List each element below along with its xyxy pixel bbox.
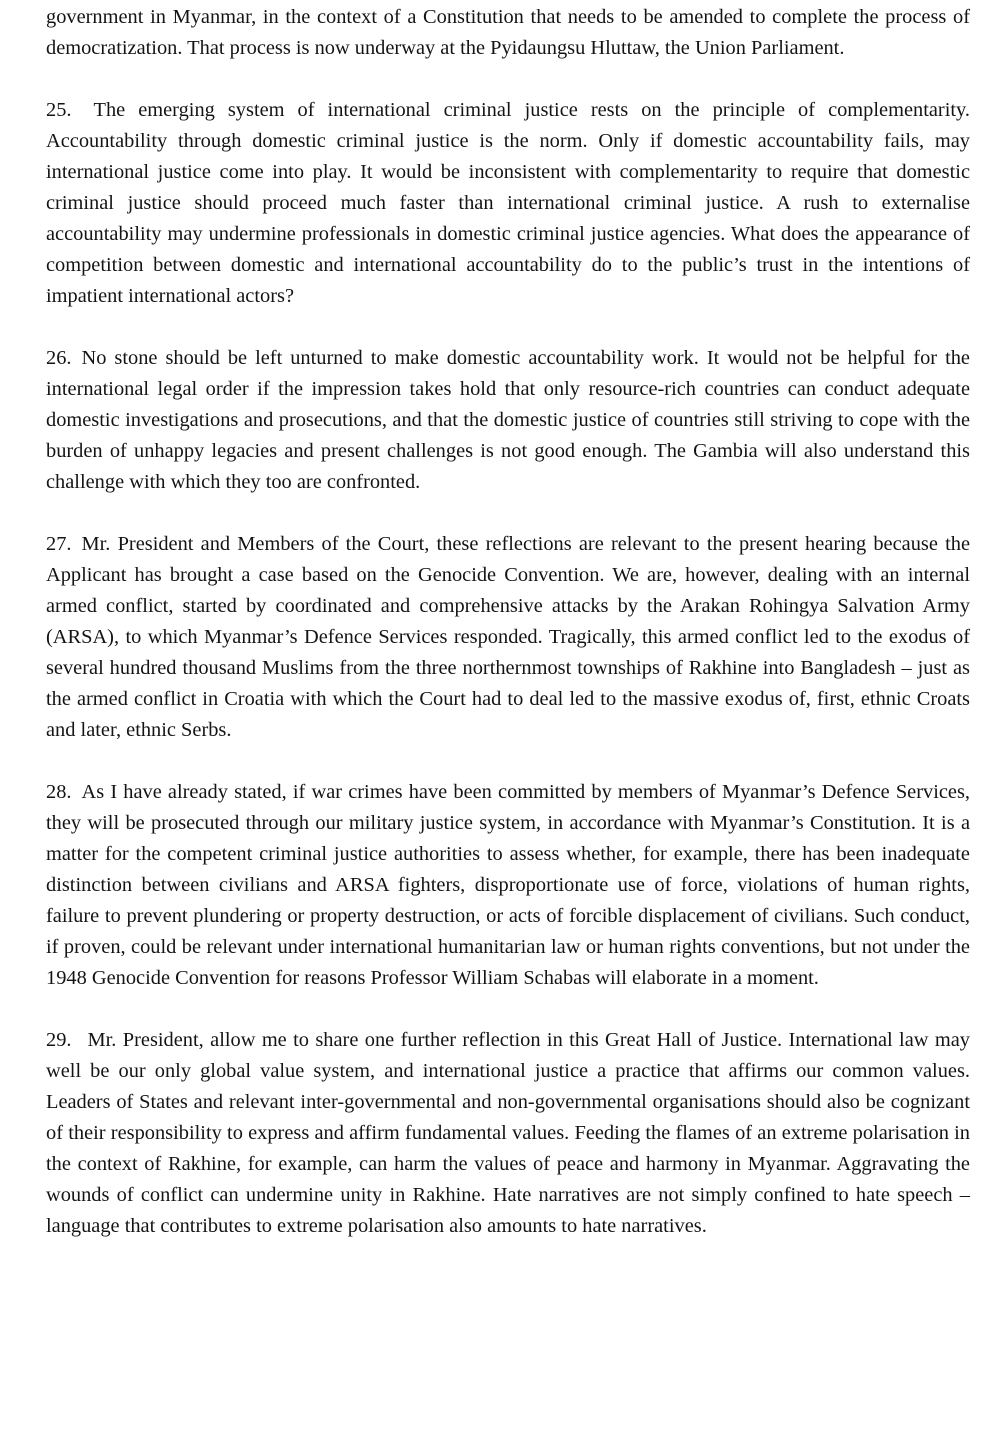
- paragraph-text: government in Myanmar, in the context of a Constitution that needs to be amended to complete the process of democratization. That process is now underway at the Pyidaungsu Hluttaw, the Union Parliament.: [46, 6, 970, 59]
- paragraph-27: [46, 529, 970, 746]
- paragraph-26: [46, 343, 970, 498]
- paragraph-number: 29.: [46, 1029, 72, 1051]
- paragraph-text: No stone should be left unturned to make domestic accountability work. It would not be helpful for the international legal order if the impression takes hold that only resource-rich countries can conduct adequate domestic investigations and prosecutions, and that the domestic justice of countries still striving to cope with the burden of unhappy legacies and present challenges is not good enough. The Gambia will also understand this challenge with which they too are confronted.: [46, 347, 970, 493]
- paragraph-number: 27.: [46, 533, 72, 555]
- paragraph-number: 25.: [46, 99, 72, 121]
- paragraph-text: As I have already stated, if war crimes have been committed by members of Myanmar’s Defence Services, they will be prosecuted through our military justice system, in accordance with Myanmar’s Constitution. It is a matter for the competent criminal justice authorities to assess whether, for example, there has been inadequate distinction between civilians and ARSA fighters, disproportionate use of force, violations of human rights, failure to prevent plundering or property destruction, or acts of forcible displacement of civilians. Such conduct, if proven, could be relevant under international humanitarian law or human rights conventions, but not under the 1948 Genocide Convention for reasons Professor William Schabas will elaborate in a moment.: [46, 781, 970, 989]
- paragraph-number: 28.: [46, 781, 72, 803]
- paragraph-25: [46, 95, 970, 312]
- paragraph-29: [46, 1025, 970, 1242]
- paragraph-continuation: [46, 2, 970, 64]
- paragraph-text: The emerging system of international criminal justice rests on the principle of complementarity. Accountability through domestic criminal justice is the norm. Only if domestic accountability fails, may international justice come into play. It would be inconsistent with complementarity to require that domestic criminal justice should proceed much faster than international criminal justice. A rush to externalise accountability may undermine professionals in domestic criminal justice agencies. What does the appearance of competition between domestic and international accountability do to the public’s trust in the intentions of impatient international actors?: [46, 99, 970, 307]
- paragraph-text: Mr. President, allow me to share one further reflection in this Great Hall of Justice. International law may well be our only global value system, and international justice a practice that affirms our common values. Leaders of States and relevant inter-governmental and non-governmental organisations should also be cognizant of their responsibility to express and affirm fundamental values. Feeding the flames of an extreme polarisation in the context of Rakhine, for example, can harm the values of peace and harmony in Myanmar. Aggravating the wounds of conflict can undermine unity in Rakhine. Hate narratives are not simply confined to hate speech – language that contributes to extreme polarisation also amounts to hate narratives.: [46, 1029, 970, 1237]
- paragraph-28: [46, 777, 970, 994]
- paragraph-text: Mr. President and Members of the Court, these reflections are relevant to the present hearing because the Applicant has brought a case based on the Genocide Convention. We are, however, dealing with an internal armed conflict, started by coordinated and comprehensive attacks by the Arakan Rohingya Salvation Army (ARSA), to which Myanmar’s Defence Services responded. Tragically, this armed conflict led to the exodus of several hundred thousand Muslims from the three northernmost townships of Rakhine into Bangladesh – just as the armed conflict in Croatia with which the Court had to deal led to the massive exodus of, first, ethnic Croats and later, ethnic Serbs.: [46, 533, 970, 741]
- paragraph-number: 26.: [46, 347, 72, 369]
- document-page: [46, 2, 970, 1242]
